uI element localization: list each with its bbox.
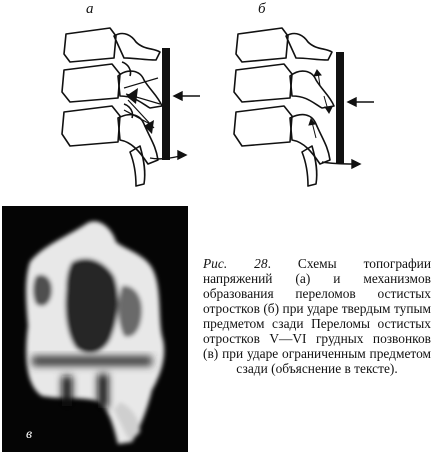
- vertebra-body-upper: [64, 28, 116, 62]
- intervertebral-gap: [62, 376, 72, 406]
- displacement-arrow-head: [178, 151, 186, 159]
- figure-number: Рис. 28: [203, 256, 268, 271]
- impact-board: [336, 52, 344, 164]
- stress-focus-triangle: [126, 88, 138, 104]
- spine-diagram-fracture-mechanism: [212, 14, 384, 190]
- impact-board: [162, 48, 170, 160]
- spinous-tail: [130, 146, 145, 186]
- stress-line: [124, 110, 150, 124]
- panel-label-a: а: [86, 1, 94, 17]
- impact-arrow-head: [174, 92, 182, 100]
- spinous-process-upper: [114, 34, 160, 60]
- vertebra-body-lower: [234, 106, 292, 146]
- force-arrow-head: [325, 107, 332, 113]
- spinous-process-middle: [290, 71, 334, 108]
- xray-vertebrae-image: [2, 206, 188, 452]
- intervertebral-gap: [98, 374, 108, 408]
- facet-joint: [122, 62, 131, 76]
- vertebra-body-lower: [62, 106, 120, 146]
- caption-text: . Схемы топографии напряжений (а) и механизмов образования переломов остистых отростков (б) при ударе твердым тупым предметом сзади Переломы остистых отростков V—VI грудных позвонков (в) при ударе ограниченным предметом сзади (объяснение в тексте).: [203, 256, 431, 376]
- spinous-tail: [302, 146, 317, 186]
- force-arrow-head: [314, 70, 321, 76]
- vertebra-body-upper: [236, 28, 288, 62]
- spine-diagram-stress-topography: [40, 14, 212, 190]
- spinous-process-upper: [286, 34, 332, 60]
- figure-caption: [203, 256, 431, 376]
- vertebra-body-middle: [234, 64, 292, 102]
- displacement-arrow-head: [352, 160, 360, 168]
- panel-label-v: в: [26, 427, 33, 442]
- vertebra-body-middle: [62, 64, 120, 102]
- panel-label-b: б: [258, 1, 266, 17]
- xray-photograph: [2, 206, 188, 452]
- stress-line: [124, 78, 158, 88]
- impact-arrow-head: [348, 98, 356, 106]
- intervertebral-gap: [32, 356, 152, 366]
